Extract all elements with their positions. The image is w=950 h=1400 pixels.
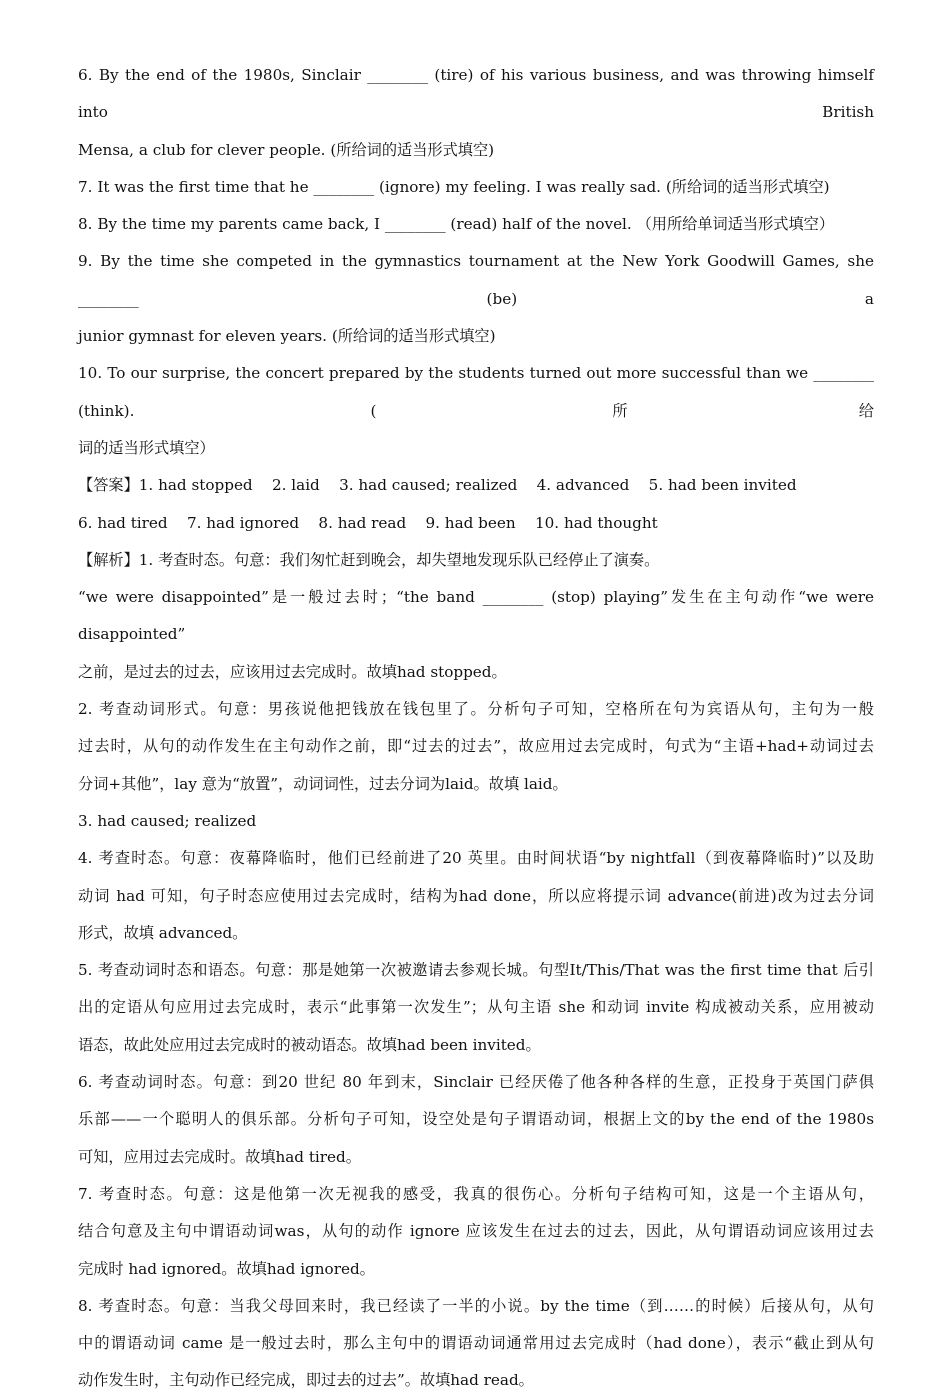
analysis-1-line-3: 之前，是过去的过去，应该用过去完成时。故填had stopped。 [78, 662, 507, 681]
analysis-5-line-3: 语态，故此处应用过去完成时的被动语态。故填had been invited。 [78, 1035, 541, 1054]
question-8-line: 8. By the time my parents came back, I ________ (read) half of the novel. （用所给单词适当形式填空） [78, 215, 835, 234]
question-10-line-1: 10. To our surprise, the concert prepared by the students turned out more successful than we ________ (think). ( 所给 [78, 364, 874, 420]
analysis-7-line-2: 结合句意及主句中谓语动词was，从句的动作 ignore 应该发生在过去的过去，因此，从句谓语动词应该用过去 [78, 1222, 874, 1241]
analysis-8-line-3: 动作发生时，主句动作已经完成，即过去的过去”。故填had read。 [78, 1371, 534, 1390]
analysis-1-line-2: “we were disappointed”是一般过去时；“the band ________ (stop) playing”发生在主句动作“we were disappointed” [78, 588, 874, 644]
analysis-6-line-1: 6. 考查动词时态。句意：到20 世纪 80 年到末，Sinclair 已经厌倦了他各种各样的生意，正投身于英国门萨俱 [78, 1073, 874, 1092]
analysis-4-line-1: 4. 考查时态。句意：夜幕降临时，他们已经前进了20 英里。由时间状语“by nightfall（到夜幕降临时)”以及助 [78, 849, 874, 868]
analysis-7-line-1: 7. 考查时态。句意：这是他第一次无视我的感受，我真的很伤心。分析句子结构可知，这是一个主语从句， [78, 1184, 874, 1203]
analysis-3-line: 3. had caused; realized [78, 811, 257, 830]
analysis-8-line-2: 中的谓语动词 came 是一般过去时，那么主句中的谓语动词通常用过去完成时（had done），表示“截止到从句 [78, 1334, 874, 1353]
analysis-6-line-2: 乐部——一个聪明人的俱乐部。分析句子可知，设空处是句子谓语动词，根据上文的by the end of the 1980s [78, 1110, 874, 1129]
question-9-line-2: junior gymnast for eleven years. (所给词的适当形式填空) [78, 327, 496, 346]
question-6-line-1: 6. By the end of the 1980s, Sinclair ________ (tire) of his various business, and was throwing himself into British [78, 66, 874, 122]
question-10-line-2: 词的适当形式填空） [78, 438, 215, 457]
question-9-line-1: 9. By the time she competed in the gymnastics tournament at the New York Goodwill Games, she ________ (be) a [78, 252, 874, 308]
analysis-6-line-3: 可知，应用过去完成时。故填had tired。 [78, 1147, 361, 1166]
answer-line-2: 6. had tired 7. had ignored 8. had read 9. had been 10. had thought [78, 513, 658, 532]
question-6-line-2: Mensa, a club for clever people. (所给词的适当形式填空) [78, 140, 495, 159]
answer-line-1: 【答案】1. had stopped 2. laid 3. had caused; realized 4. advanced 5. had been invited [78, 476, 797, 495]
analysis-8-line-1: 8. 考查时态。句意：当我父母回来时，我已经读了一半的小说。by the time（到……的时候）后接从句，从句 [78, 1296, 874, 1315]
analysis-7-line-3: 完成时 had ignored。故填had ignored。 [78, 1259, 375, 1278]
analysis-2-line-2: 过去时，从句的动作发生在主句动作之前，即“过去的过去”，故应用过去完成时，句式为“主语+had+动词过去 [78, 737, 874, 756]
analysis-2-line-3: 分词+其他”，lay 意为“放置”，动词词性，过去分词为laid。故填 laid。 [78, 774, 568, 793]
question-7-line: 7. It was the first time that he ________ (ignore) my feeling. I was really sad. (所给词的适当形式填空) [78, 177, 830, 196]
analysis-4-line-3: 形式，故填 advanced。 [78, 923, 248, 942]
analysis-1-line-1: 【解析】1. 考查时态。句意：我们匆忙赶到晚会，却失望地发现乐队已经停止了演奏。 [78, 550, 660, 569]
analysis-2-line-1: 2. 考查动词形式。句意：男孩说他把钱放在钱包里了。分析句子可知，空格所在句为宾语从句，主句为一般 [78, 700, 874, 719]
analysis-5-line-2: 出的定语从句应用过去完成时，表示“此事第一次发生”；从句主语 she 和动词 invite 构成被动关系，应用被动 [78, 998, 874, 1017]
analysis-5-line-1: 5. 考查动词时态和语态。句意：那是她第一次被邀请去参观长城。句型It/This/That was the first time that 后引 [78, 961, 874, 980]
analysis-4-line-2: 动词 had 可知，句子时态应使用过去完成时，结构为had done，所以应将提示词 advance(前进)改为过去分词 [78, 886, 874, 905]
